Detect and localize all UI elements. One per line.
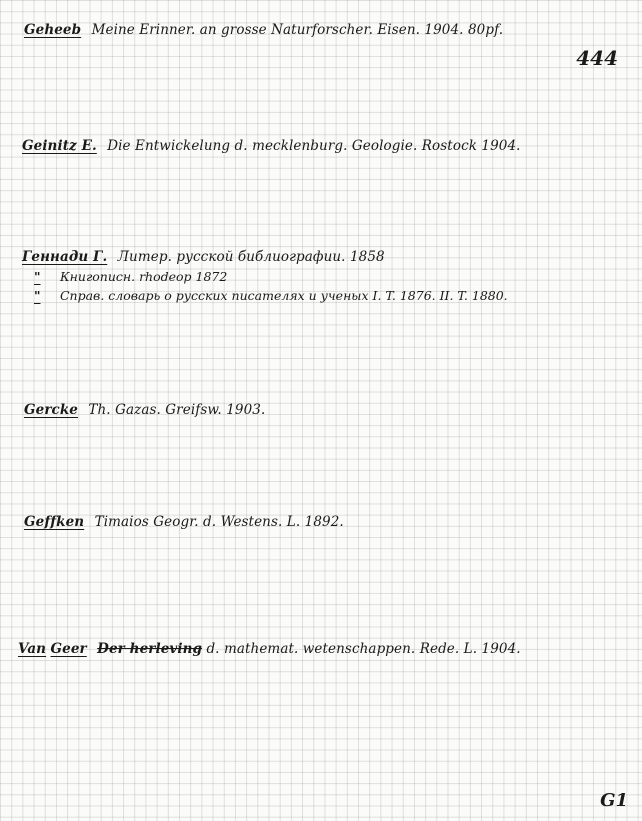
entry-author: Geffken bbox=[24, 514, 85, 530]
ditto-mark: " bbox=[34, 269, 41, 284]
bibliography-entry bbox=[24, 514, 344, 530]
sub-entry-text: Книгописн. rhodeop 1872 bbox=[59, 269, 228, 284]
entry-author: Геннади Г. bbox=[22, 249, 108, 265]
sub-entry bbox=[34, 270, 227, 284]
entry-author: Geer bbox=[50, 641, 87, 657]
entry-text: d. mathemat. wetenschappen. Rede. L. 1904. bbox=[206, 641, 521, 657]
bibliography-entry bbox=[22, 138, 521, 154]
entry-author: Geheeb bbox=[24, 22, 82, 38]
entry-text: Timaios Geogr. d. Westens. L. 1892. bbox=[94, 514, 344, 530]
entry-text: Meine Erinner. an grosse Naturforscher. Eisen. 1904. 80pf. bbox=[91, 22, 504, 38]
signature-mark: G1 bbox=[600, 790, 628, 811]
struck-text: Der herleving bbox=[97, 641, 203, 657]
bibliography-entry bbox=[22, 249, 385, 265]
bibliography-entry bbox=[24, 402, 265, 418]
entry-prefix: Van bbox=[18, 641, 47, 657]
bibliography-entry bbox=[18, 641, 521, 657]
entry-text: Die Entwickelung d. mecklenburg. Geologie. Rostock 1904. bbox=[107, 138, 521, 154]
entry-author: Gercke bbox=[24, 402, 78, 418]
entry-text: Th. Gazas. Greifsw. 1903. bbox=[88, 402, 266, 418]
entry-text: Литер. русской библиографии. 1858 bbox=[117, 249, 385, 265]
sub-entry-text: Справ. словарь о русских писателях и ученых I. T. 1876. II. T. 1880. bbox=[59, 288, 508, 303]
bibliography-entry bbox=[24, 22, 503, 38]
sub-entry bbox=[34, 289, 508, 303]
entry-author: Geinitz E. bbox=[22, 138, 97, 154]
ditto-mark: " bbox=[34, 288, 41, 303]
page-number: 444 bbox=[576, 46, 618, 70]
